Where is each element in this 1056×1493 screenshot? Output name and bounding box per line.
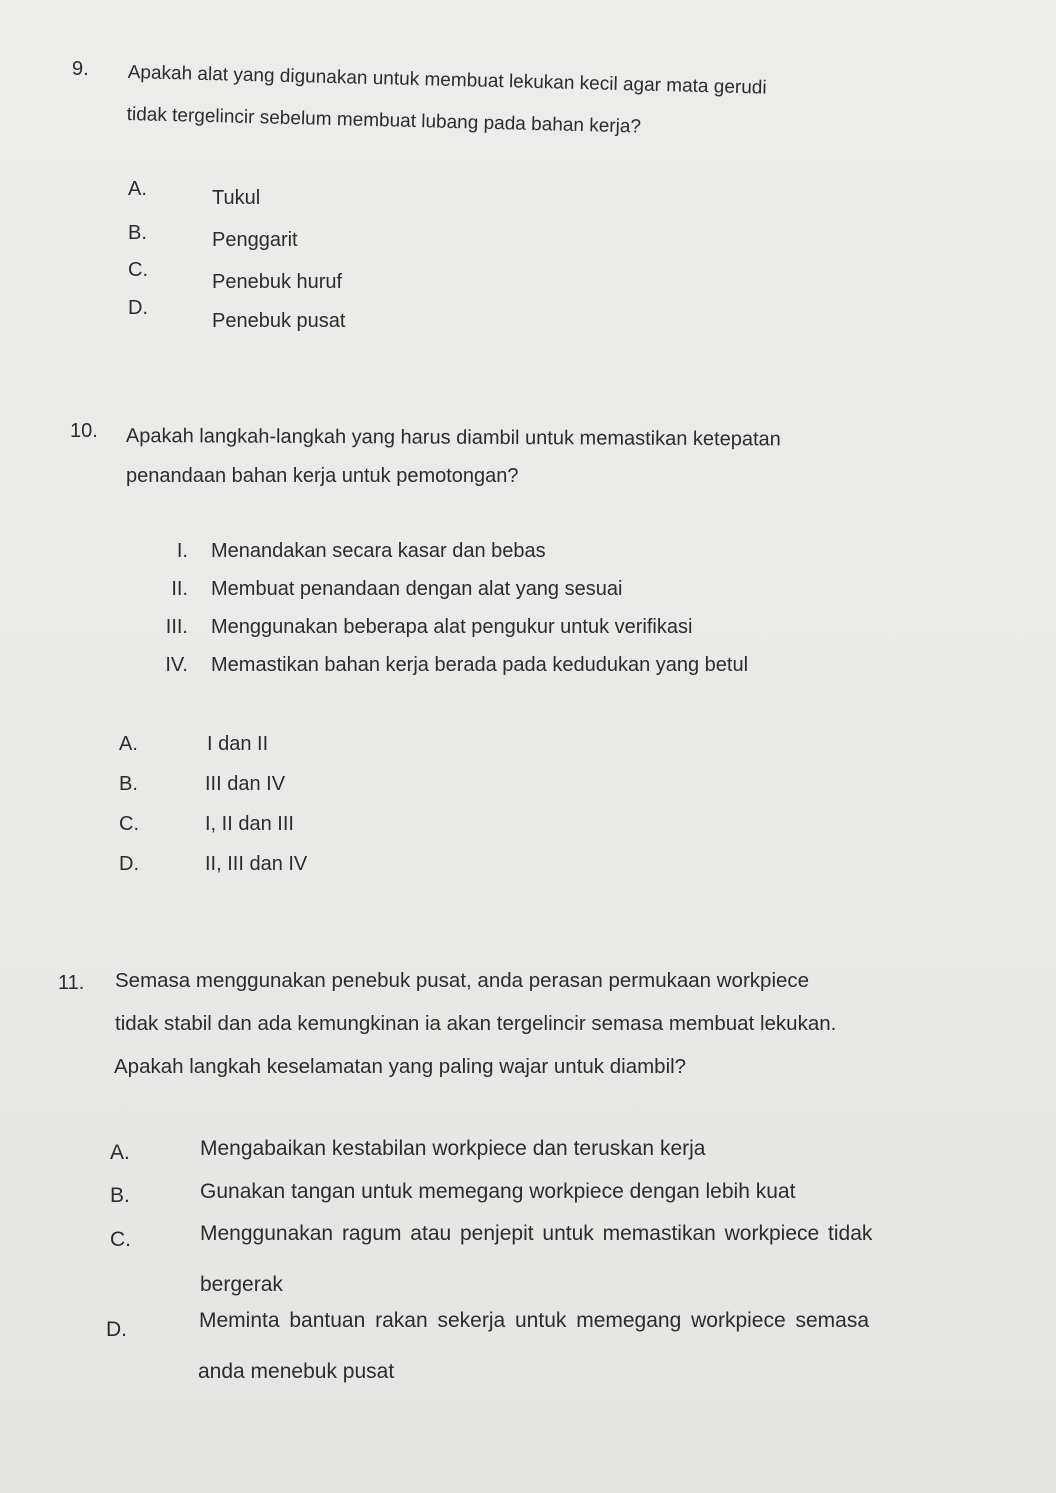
- option-letter: C.: [110, 1228, 131, 1251]
- option-letter: B.: [110, 1184, 130, 1207]
- option-letter: A.: [128, 178, 147, 200]
- option-letter: D.: [106, 1318, 127, 1341]
- question-number: 10.: [70, 420, 98, 442]
- statement-text: Menggunakan beberapa alat pengukur untuk verifikasi: [211, 616, 693, 638]
- question-text-line: Semasa menggunakan penebuk pusat, anda perasan permukaan workpiece: [115, 969, 810, 992]
- option-text: I dan II: [207, 733, 269, 755]
- option-letter: D.: [119, 853, 139, 875]
- question-text-line: Apakah alat yang digunakan untuk membuat lekukan kecil agar mata gerudi: [127, 62, 767, 99]
- question-text-line: tidak stabil dan ada kemungkinan ia akan tergelincir semasa membuat lekukan.: [115, 1012, 837, 1035]
- question-text-line: penandaan bahan kerja untuk pemotongan?: [126, 465, 519, 487]
- option-text: Penebuk huruf: [212, 271, 343, 293]
- option-letter: B.: [128, 222, 147, 244]
- option-text: Menggunakan ragum atau penjepit untuk memastikan workpiece tidak: [200, 1222, 873, 1245]
- option-letter: C.: [119, 813, 139, 835]
- option-letter: A.: [110, 1141, 130, 1164]
- statement-text: Membuat penandaan dengan alat yang sesuai: [211, 578, 623, 600]
- statement-number: III.: [165, 616, 188, 638]
- question-text-line: Apakah langkah-langkah yang harus diambil untuk memastikan ketepatan: [125, 425, 781, 451]
- option-text-continued: anda menebuk pusat: [198, 1360, 395, 1383]
- statement-number: II.: [171, 578, 188, 600]
- option-text: II, III dan IV: [205, 853, 308, 875]
- question-number: 9.: [72, 58, 89, 80]
- option-text-continued: bergerak: [200, 1273, 283, 1296]
- option-letter: C.: [128, 259, 148, 281]
- option-text: Meminta bantuan rakan sekerja untuk memegang workpiece semasa: [199, 1309, 870, 1332]
- statement-number: I.: [176, 540, 188, 562]
- statement-number: IV.: [165, 654, 188, 676]
- option-text: I, II dan III: [205, 813, 294, 835]
- question-number: 11.: [58, 972, 85, 994]
- statement-text: Menandakan secara kasar dan bebas: [211, 540, 546, 562]
- option-text: Gunakan tangan untuk memegang workpiece dengan lebih kuat: [200, 1180, 796, 1203]
- option-letter: A.: [119, 733, 138, 755]
- option-text: Tukul: [212, 187, 261, 209]
- option-letter: D.: [128, 297, 148, 319]
- option-text: Mengabaikan kestabilan workpiece dan teruskan kerja: [200, 1137, 706, 1160]
- option-text: III dan IV: [205, 773, 286, 795]
- statement-text: Memastikan bahan kerja berada pada kedudukan yang betul: [211, 654, 749, 676]
- question-text-line: Apakah langkah keselamatan yang paling wajar untuk diambil?: [114, 1055, 687, 1078]
- question-text-line: tidak tergelincir sebelum membuat lubang pada bahan kerja?: [126, 104, 642, 138]
- option-text: Penebuk pusat: [212, 310, 346, 332]
- option-letter: B.: [119, 773, 138, 795]
- option-text: Penggarit: [212, 229, 298, 251]
